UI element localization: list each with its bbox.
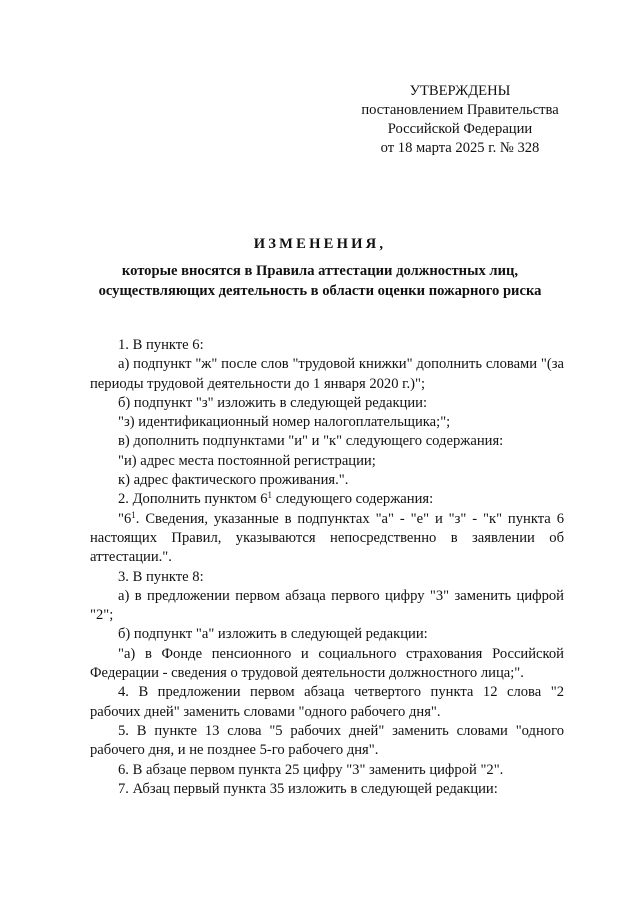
paragraph-6: "и) адрес места постоянной регистрации; bbox=[118, 452, 376, 469]
paragraph-7: к) адрес фактического проживания.". bbox=[118, 472, 349, 489]
paragraph-10: 3. В пункте 8: bbox=[118, 568, 204, 585]
paragraph-16: 6. В абзаце первом пункта 25 цифру "3" заменить цифрой "2". bbox=[118, 761, 504, 778]
approval-line-1: УТВЕРЖДЕНЫ bbox=[409, 83, 511, 99]
paragraph-17: 7. Абзац первый пункта 35 изложить в следующей редакции: bbox=[118, 780, 498, 797]
paragraph-5: в) дополнить подпунктами "и" и "к" следующего содержания: bbox=[118, 433, 504, 450]
approval-line-2: постановлением Правительства bbox=[361, 102, 559, 118]
paragraph-12: б) подпункт "а" изложить в следующей редакции: bbox=[118, 626, 428, 643]
paragraph-11: а) в предложении первом абзаца первого цифру "3" заменить цифрой "2"; bbox=[90, 587, 564, 624]
paragraph-14: 4. В предложении первом абзаца четвертого пункта 12 слова "2 рабочих дней" заменить словами "одного рабочего дня". bbox=[90, 684, 564, 720]
paragraph-8-start: 2. Дополнить пунктом 6 bbox=[118, 491, 268, 508]
document-body bbox=[90, 336, 564, 799]
document-title: ИЗМЕНЕНИЯ, bbox=[253, 236, 387, 252]
superscript: 1 bbox=[131, 509, 136, 520]
paragraph-9 bbox=[90, 510, 564, 568]
document-subtitle-line-1: которые вносятся в Правила аттестации должностных лиц, bbox=[121, 263, 519, 279]
paragraph-9-start: "6 bbox=[118, 510, 132, 527]
approval-line-4: от 18 марта 2025 г. № 328 bbox=[380, 140, 540, 156]
approval-line-3: Российской Федерации bbox=[387, 121, 533, 137]
superscript: 1 bbox=[267, 490, 273, 501]
paragraph-4: "з) идентификационный номер налогоплательщика;"; bbox=[118, 414, 451, 431]
paragraph-3: б) подпункт "з" изложить в следующей редакции: bbox=[118, 394, 428, 411]
paragraph-9-end: . Сведения, указанные в подпунктах "а" - "е" и "з" - "к" пункта 6 настоящих Правил, указываются непосредственно в заявлении об аттестации.". bbox=[90, 510, 564, 566]
paragraph-15: 5. В пункте 13 слова "5 рабочих дней" заменить словами "одного рабочего дня, и не позднее 5-го рабочего дня". bbox=[90, 722, 564, 759]
document-heading bbox=[60, 234, 580, 301]
paragraph-8-end: следующего содержания: bbox=[272, 491, 434, 508]
paragraph-13: "а) в Фонде пенсионного и социального страхования Российской Федерации - сведения о трудовой деятельности должностного лица;". bbox=[90, 645, 564, 682]
paragraph-2: а) подпункт "ж" после слов "трудовой книжки" дополнить словами "(за периоды трудовой деятельности до 1 января 2020 г.)"; bbox=[90, 356, 564, 392]
paragraph-8 bbox=[90, 490, 564, 509]
paragraph-1: 1. В пункте 6: bbox=[118, 337, 204, 353]
approval-stamp bbox=[330, 82, 590, 158]
document-subtitle-line-2: осуществляющих деятельность в области оценки пожарного риска bbox=[98, 283, 542, 299]
